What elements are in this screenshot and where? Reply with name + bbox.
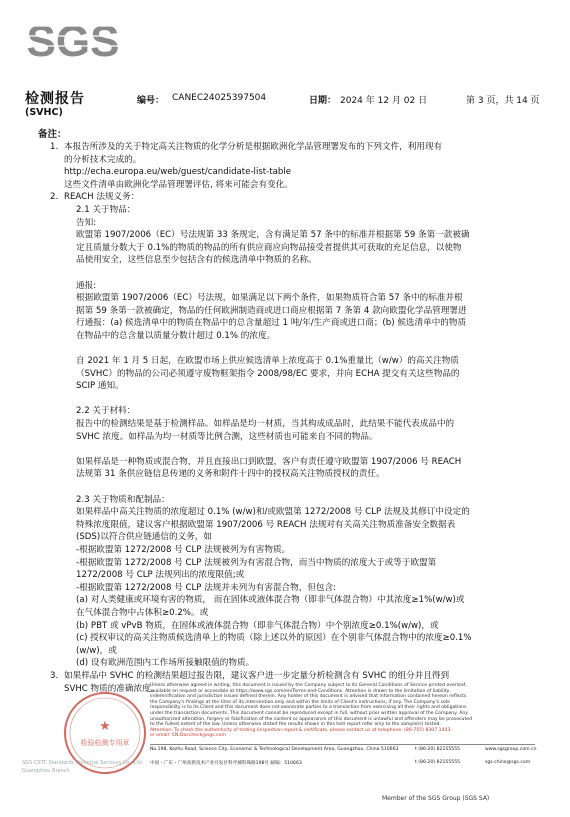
member-statement: Member of the SGS Group (SGS SA) (382, 795, 490, 802)
note-line: 据第 59 条第一款被确定，物品的任何欧洲制造商或进口商应根据第 7 条第 4 款向欧盟化学品管理署进 (76, 305, 467, 316)
note-line: 的分析技术完成的。 (64, 154, 142, 165)
item-number: 3. (50, 670, 59, 681)
note-line: 如果样品中 SVHC 的检测结果超过报告限，建议客户进一步定量分析检测含有 SVHC 的组分并且得到 (64, 670, 450, 681)
subsection-heading: 2.2 关于材料： (76, 406, 136, 417)
note-line: (c) 授权审议的高关注物质候选清单上的物质（除上述以外的原因）在个别非气体混合物中的浓度≥0.1% (76, 633, 472, 644)
notes-label: 备注： (38, 129, 67, 140)
notes-body (50, 141, 526, 695)
sgs-logo (22, 14, 124, 64)
note-line: 根据欧盟第 1907/2006（EC）号法规，如果满足以下两个条件，如果物质符合第 57 条中的标准并根 (76, 293, 463, 304)
note-line: -根据欧盟第 1272/2008 号 CLP 法规被列为有害物质。 (76, 545, 291, 555)
website[interactable]: www.sgsgroup.com.cn (485, 747, 537, 752)
note-line: 报告中的检测结果是基于检测样品。如样品是均一材质，当其构成成品时，此结果不能代表成品中的 (76, 419, 455, 430)
report-subtitle: (SVHC) (25, 107, 63, 118)
note-line: 自 2021 年 1 月 5 日起，在欧盟市场上供应候选清单上浓度高于 0.1%重量比（w/w）的高关注物质 (76, 356, 459, 367)
note-line: (a) 对人类健康或环境有害的物质， 而在固体或液体混合物（即非气体混合物）中其浓度≥1%(w/w)或 (76, 595, 465, 606)
note-line: 在物品中的总含量以质量分数计超过 0.1% 的浓度。 (76, 330, 276, 341)
footer-divider (150, 744, 535, 745)
address-cn: 中国・广东・广州高新技术产业开发区科学城科珠路198号 邮编：510663 (150, 761, 302, 766)
note-line: 如果样品中高关注物质的浓度超过 0.1% (w/w)和/或欧盟第 1272/2008 号 CLP 法规及其修订中设定的 (76, 507, 470, 518)
item-number: 2. (50, 192, 59, 203)
note-line: 行通报：(a) 候选清单中的物质在物品中的总含量超过 1 吨/年/生产商或进口商；(b) 候选清单中的物质 (76, 318, 467, 329)
echa-link[interactable]: http://echa.europa.eu/web/guest/candidate-list-table (64, 167, 292, 178)
terms-fine-print: Unless otherwise agreed in writing, this document is issued by the Company subject to its General Conditions of Service printed overleaf, available on request or accessible at https://www.sgs.com/en/Terms-and-Conditions. Attention is drawn to the limitation of liability, indemnification and jurisdiction issues defined therein. Any holder of this document is advised that information contained hereon reflects the Company's findings at the time of its intervention only and within the limits of Client's instructions, if any. The Company's sole responsibility is to its Client and this document does not exonerate parties to a transaction from exercising all their rights and obligations under the transaction documents. This document cannot be reproduced except in full, without prior written approval of the Company. Any unauthorized alteration, forgery or falsification of the content or appearance of this document is unlawful and offenders may be prosecuted to the fullest extent of the law. Unless otherwise stated the results shown in this test report refer only to the sample(s) tested. Attention: To check the authenticity of testing /inspection report & certificate, please contact us at telephone: (86-755) 8307 1443, or email: CN.Doccheck@sgs.com (150, 683, 535, 739)
report-no-label: 编号： (137, 96, 165, 106)
phone-en: t (86-20) 82155555 (415, 747, 461, 752)
note-line: (SDS)以符合供应链通信的义务，如 (76, 532, 212, 543)
note-line: (w/w)，或 (76, 645, 117, 656)
section-heading: REACH 法规义务： (64, 192, 140, 203)
note-line: 欧盟第 1907/2006（EC）号法规第 33 条规定，含有满足第 57 条中的标准并根据第 59 条第一款被确 (76, 230, 470, 241)
report-no: CANEC24025397504 (172, 93, 267, 103)
note-line: 通报: (76, 280, 97, 291)
email[interactable]: sgs.china@sgs.com (485, 760, 531, 765)
note-line: (b) PBT 或 vPvB 物质，在固体或液体混合物（即非气体混合物）中个别浓度≥0.1%(w/w)，或 (76, 620, 439, 631)
authenticity-email: or email: CN.Doccheck@sgs.com (150, 733, 226, 739)
note-line: 定且质量分数大于 0.1%的物质的物品的所有供应商应向物品接受者提供其可获取的充足信息，以使物 (76, 242, 462, 253)
svg-text:SGS: SGS (26, 17, 120, 64)
note-line: 如果样品是一种物质或混合物，并且直接出口到欧盟，客户有责任遵守欧盟第 1907/2006 号 REACH (76, 456, 462, 467)
note-line: 告知: (76, 217, 97, 228)
note-line: 这些文件清单由欧洲化学品管理署评估, 将来可能会有变化。 (64, 179, 293, 190)
page-indicator: 第 3 页，共 14 页 (466, 96, 540, 106)
subsection-heading: 2.1 关于物品： (76, 204, 136, 215)
svg-text:检验检测专用章: 检验检测专用章 (80, 739, 130, 747)
item-number: 1. (50, 142, 59, 152)
date-label: 日期： (309, 96, 337, 106)
note-line: 本报告所涉及的关于特定高关注物质的化学分析是根据欧洲化学品管理署发布的下列文件，利用现有 (64, 142, 443, 152)
report-title: 检测报告 (25, 91, 85, 107)
address-en: No.198, Kezhu Road, Science City, Economic & Technological Development Area, Guangzhou, China 510663 (150, 747, 399, 752)
note-line: -根据欧盟第 1272/2008 号 CLP 法规被列为有害混合物，而当中物质的浓度大于或等于欧盟第 (76, 557, 437, 568)
note-line: （SVHC）的物品的公司必须遵守废物框架指令 2008/98/EC 要求，并向 ECHA 提交有关这些物品的 (76, 368, 460, 379)
phone-cn: t (86-20) 82155555 (415, 760, 461, 765)
subsection-heading: 2.3 关于物质和配制品： (76, 494, 170, 505)
note-line: 特殊浓度限值，建议客户根据欧盟第 1907/2006 号 REACH 法规对有关高关注物质准备安全数据表 (76, 519, 456, 530)
note-line: SVHC 物质的准确浓度。 (64, 683, 160, 694)
svg-text:★: ★ (99, 719, 111, 734)
note-line: SCIP 通知。 (76, 381, 124, 392)
authenticity-notice: Attention: To check the authenticity of testing /inspection report & certificate, please contact us at telephone: (86-755) 8307 1443, (150, 727, 452, 733)
note-line: -根据欧盟第 1272/2008 号 CLP 法规并未列为有害混合物，但包含: (76, 582, 336, 593)
stamp-branch-en: Guangzhou Branch (22, 768, 70, 774)
report-date: 2024 年 12 月 02 日 (340, 96, 428, 106)
note-line: 1272/2008 号 CLP 法规列出的浓度限值;或 (76, 570, 245, 581)
note-line: 法规第 31 条供应链信息传递的义务和附件十四中的授权高关注物质授权的责任。 (76, 469, 385, 480)
note-line: SVHC 浓度。如样品为均一材质等比例合测，这些材质也可能来自不同的物品。 (76, 431, 378, 442)
stamp-company-en: SGS-CSTC Standards Technical Services Co., Ltd. (22, 760, 144, 766)
note-line: (d) 设有欧洲范围内工作场所接触限值的物质。 (76, 658, 255, 669)
note-line: 品使用安全，这些信息至少包括含有的候选清单中物质的名称。 (76, 255, 317, 266)
note-line: 在气体混合物中占体积≥0.2%。或 (76, 607, 209, 618)
